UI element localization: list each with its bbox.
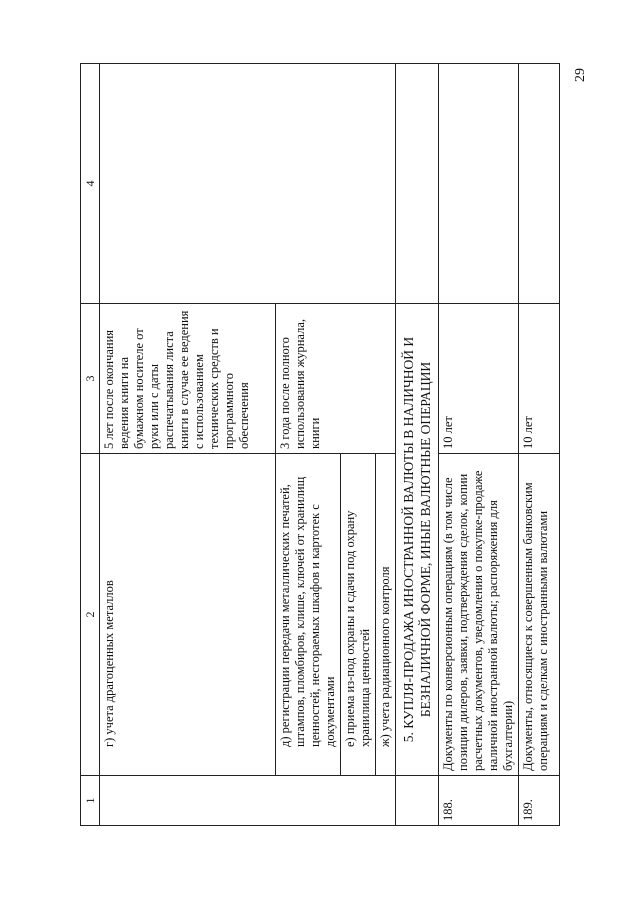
row-g-title: г) учета драгоценных металлов (100, 454, 276, 776)
row-zh-title: ж) учета радиационного контроля (376, 454, 396, 776)
row-188-text: Документы по конверсионным операциям (в том числе позиции дилеров, заявки, подтверждения сделок, копии расчетных документов, уведомления о покупке-продаже наличной иностранной валюты; распоряжения для бухгалтерии) (439, 454, 519, 776)
row-188-term: 10 лет (439, 304, 519, 454)
page-number: 29 (573, 68, 588, 82)
rotated-table-area (80, 64, 560, 826)
row-d-term: 3 года после полного использования журнала, книги (276, 304, 396, 454)
num-cell (100, 776, 396, 826)
row-189-text: Документы, относящиеся к совершенным банковским операциям и сделкам с иностранными валютами (519, 454, 560, 776)
col-header-2: 2 (81, 454, 100, 776)
header-row (81, 64, 100, 826)
row-e-title: е) приема из-под охраны и сдачи под охрану хранилища ценностей (341, 454, 376, 776)
row-g-note (100, 64, 396, 304)
row-g-term: 5 лет после окончания ведения книги на бумажном носителе от руки или с даты распечатывания листа книги в случае ее ведения с использованием технических средств и программного обеспечения (100, 304, 276, 454)
table-row (100, 64, 276, 826)
row-189-num: 189. (519, 776, 560, 826)
table-row (439, 64, 519, 826)
table-row (519, 64, 560, 826)
col-header-3: 3 (81, 304, 100, 454)
section-row (396, 64, 439, 826)
row-d-title: д) регистрации передачи металлических печатей, штампов, пломбиров, клише, ключей от хранилищ ценностей, несгораемых шкафов и картотек с документами (276, 454, 341, 776)
row-188-num: 188. (439, 776, 519, 826)
retention-table (80, 63, 560, 826)
section-num-cell (396, 776, 439, 826)
row-189-note (519, 64, 560, 304)
col-header-4: 4 (81, 64, 100, 304)
section-note-cell (396, 64, 439, 304)
col-header-1: 1 (81, 776, 100, 826)
row-188-note (439, 64, 519, 304)
row-189-term: 10 лет (519, 304, 560, 454)
section-5-heading: 5. КУПЛЯ-ПРОДАЖА ИНОСТРАННОЙ ВАЛЮТЫ В НАЛИЧНОЙ И БЕЗНАЛИЧНОЙ ФОРМЕ, ИНЫЕ ВАЛЮТНЫЕ ОПЕРАЦИИ (396, 304, 439, 776)
